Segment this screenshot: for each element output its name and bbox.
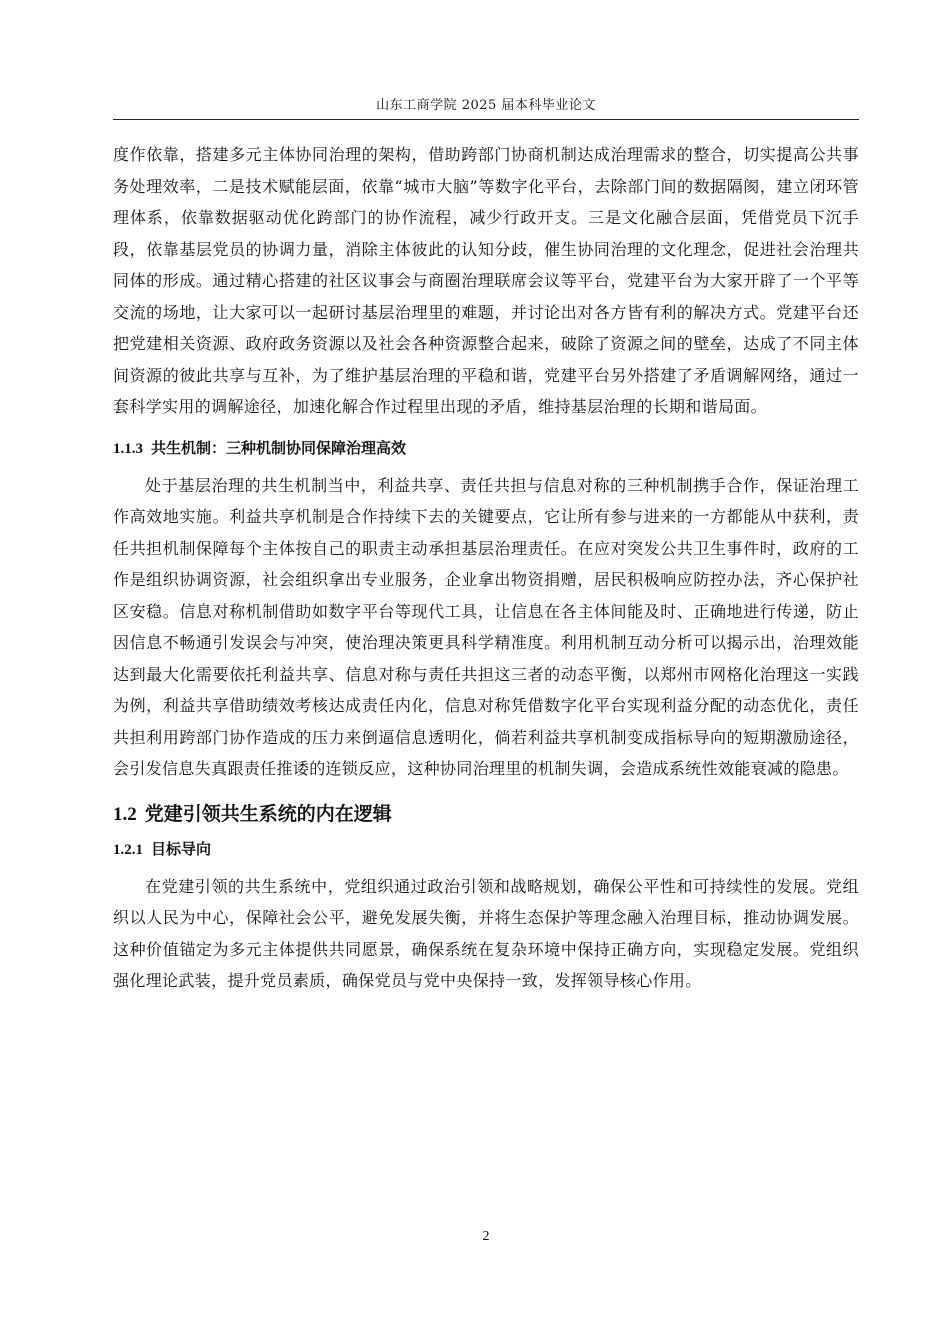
header-divider — [113, 119, 859, 120]
section-number: 1.1.3 — [113, 440, 143, 457]
section-title: 目标导向 — [151, 839, 212, 858]
section-heading-1-1-3 — [113, 437, 859, 460]
page-body — [113, 139, 859, 997]
section-heading-1-2 — [113, 801, 859, 828]
body-paragraph-1: 度作依靠，搭建多元主体协同治理的架构，借助跨部门协商机制达成治理需求的整合，切实提高公共事务处理效率，二是技术赋能层面，依靠“城市大脑”等数字化平台，去除部门间的数据隔阂，建立闭环管理体系，依靠数据驱动优化跨部门的协作流程，减少行政开支。三是文化融合层面，凭借党员下沉手段，依靠基层党员的协调力量，消除主体彼此的认知分歧，催生协同治理的文化理念，促进社会治理共同体的形成。通过精心搭建的社区议事会与商圈治理联席会议等平台，党建平台为大家开辟了一个平等交流的场地，让大家可以一起研讨基层治理里的难题，并讨论出对各方皆有利的解决方式。党建平台还把党建相关资源、政府政务资源以及社会各种资源整合起来，破除了资源之间的壁垒，达成了不同主体间资源的彼此共享与互补，为了维护基层治理的平稳和谐，党建平台另外搭建了矛盾调解网络，通过一套科学实用的调解途径，加速化解合作过程里出现的矛盾，维持基层治理的长期和谐局面。 — [113, 145, 859, 416]
page-number: 2 — [482, 1229, 490, 1244]
section-title: 共生机制：三种机制协同保障治理高效 — [151, 438, 407, 457]
body-paragraph-3: 在党建引领的共生系统中，党组织通过政治引领和战略规划，确保公平性和可持续性的发展。党组织以人民为中心，保障社会公平，避免发展失衡，并将生态保护等理念融入治理目标，推动协调发展。这种价值锚定为多元主体提供共同愿景，确保系统在复杂环境中保持正确方向，实现稳定发展。党组织强化理论武装，提升党员素质，确保党员与党中央保持一致，发挥领导核心作用。 — [113, 876, 859, 990]
section-number: 1.2 — [113, 803, 137, 825]
page-header: 山东工商学院 2025 届本科毕业论文 — [376, 98, 596, 113]
section-title: 党建引领共生系统的内在逻辑 — [144, 802, 392, 825]
body-paragraph-2: 处于基层治理的共生机制当中，利益共享、责任共担与信息对称的三种机制携手合作，保证治理工作高效地实施。利益共享机制是合作持续下去的关键要点，它让所有参与进来的一方都能从中获利，责任共担机制保障每个主体按自己的职责主动承担基层治理责任。在应对突发公共卫生事件时，政府的工作是组织协调资源，社会组织拿出专业服务，企业拿出物资捐赠，居民积极响应防控办法，齐心保护社区安稳。信息对称机制借助如数字平台等现代工具，让信息在各主体间能及时、正确地进行传递，防止因信息不畅通引发误会与冲突，使治理决策更具科学精准度。利用机制互动分析可以揭示出，治理效能达到最大化需要依托利益共享、信息对称与责任共担这三者的动态平衡，以郑州市网格化治理这一实践为例，利益共享借助绩效考核达成责任内化，信息对称凭借数字化平台实现利益分配的动态优化，责任共担利用跨部门协作造成的压力来倒逼信息透明化，倘若利益共享机制变成指标导向的短期激励途径，会引发信息失真跟责任推诿的连锁反应，这种协同治理里的机制失调，会造成系统性效能衰减的隐患。 — [113, 475, 859, 778]
section-number: 1.2.1 — [113, 841, 143, 858]
section-heading-1-2-1 — [113, 838, 859, 861]
